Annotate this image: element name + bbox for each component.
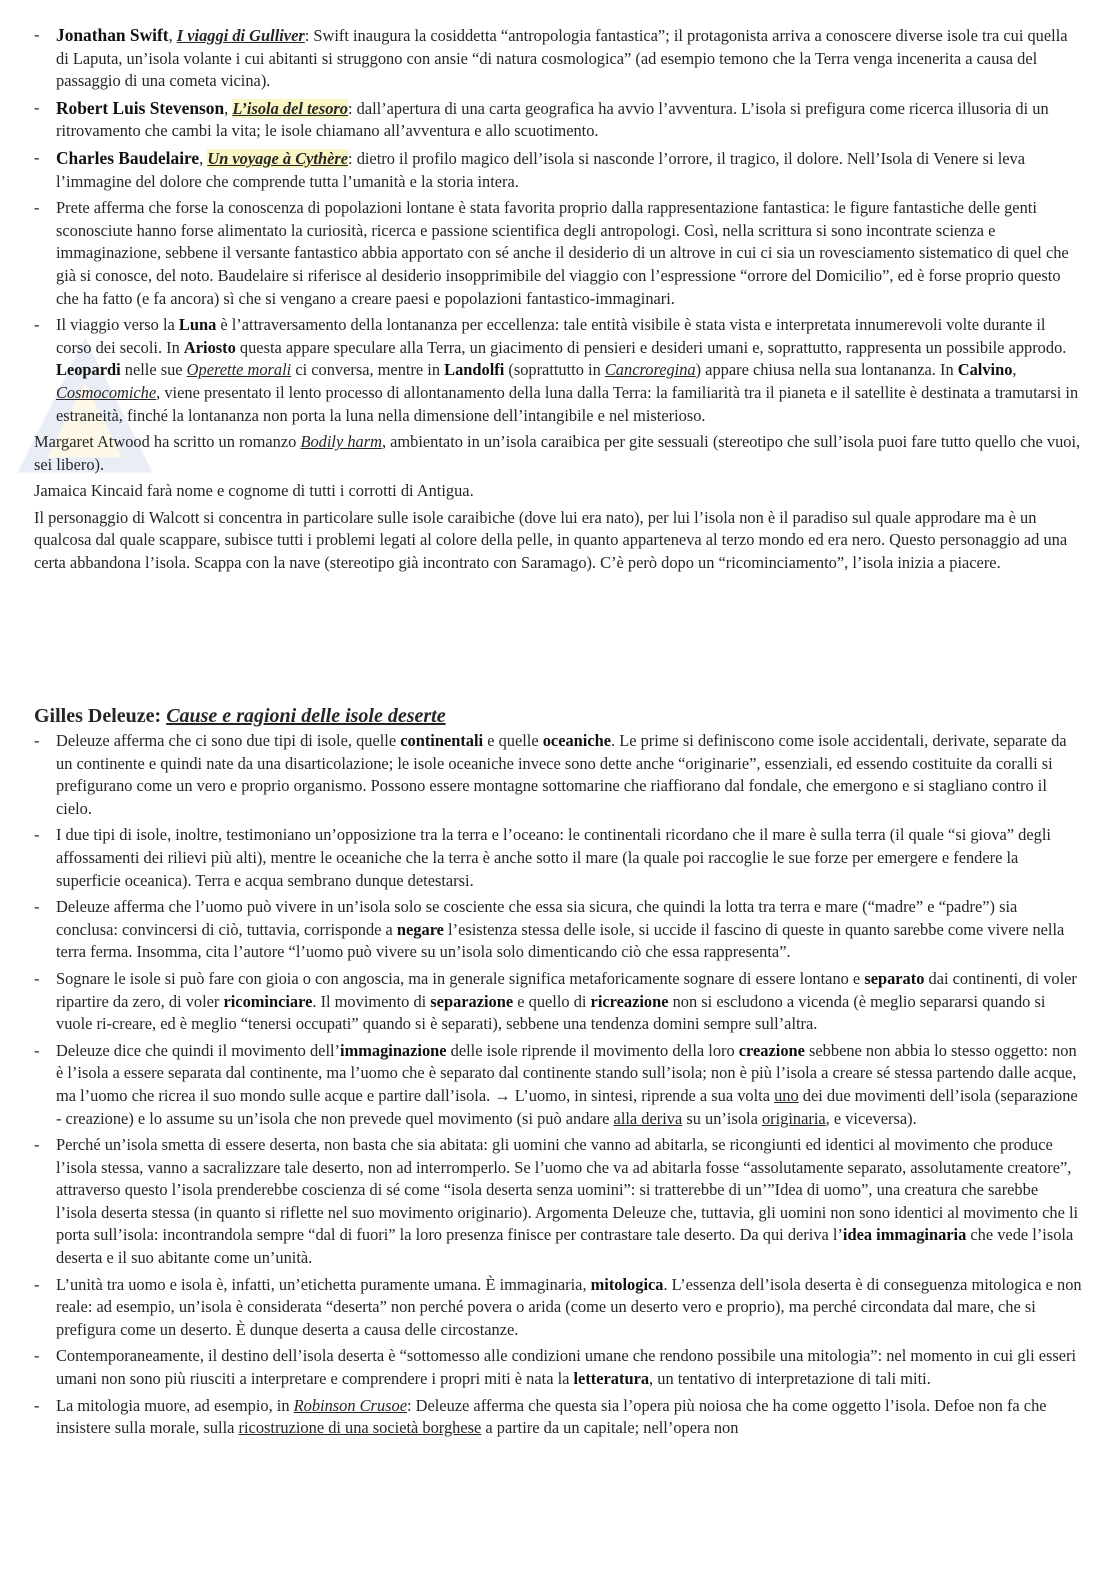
bold-term: negare xyxy=(396,919,444,939)
bold-term: Leopardi xyxy=(56,360,121,380)
bold-term: ricominciare xyxy=(223,991,313,1011)
text-run: è l’attraversamento della lontananza per eccellenza: tale entità visibile è stata vista e interpretata innumerevoli volte durante il corso dei secoli. In xyxy=(56,315,1046,357)
text-run: dai continenti, di voler ripartire da zero, di voler xyxy=(56,968,1077,1011)
separator: , xyxy=(224,98,233,118)
bold-term: mitologica xyxy=(590,1274,664,1294)
list-item-swift xyxy=(34,24,1082,93)
list-item xyxy=(34,1040,1082,1130)
bold-term: idea immaginaria xyxy=(842,1225,967,1245)
bold-term: separazione xyxy=(430,991,514,1011)
bold-term: Ariosto xyxy=(183,337,236,357)
text-run: a partire da un capitale; nell’opera non xyxy=(481,1418,739,1438)
author-name: Charles Baudelaire xyxy=(56,147,200,168)
paragraph-kincaid xyxy=(34,480,1082,503)
text-run: Deleuze dice che quindi il movimento dell’ xyxy=(56,1040,341,1060)
bold-term: continentali xyxy=(400,731,484,750)
work-title: Robinson Crusoe xyxy=(293,1395,407,1415)
text-run: , xyxy=(1012,360,1017,380)
list-item-luna xyxy=(34,314,1082,427)
text-run: l’esistenza stessa delle isole, si uccide il fascino di queste in quanto sarebbe come vivere nella terra ferma. Insomma, cita l’autore “l’uomo può vivere su un’isola solo dimenticando ciò che essa rappresenta”. xyxy=(56,919,1065,962)
text-run: : Deleuze afferma che questa sia l’opera più noiosa che ha come oggetto l’isola. Defoe non fa che insistere sulla morale, sulla xyxy=(56,1395,1047,1438)
text-run: Perché un’isola smetta di essere deserta, non basta che sia abitata: gli uomini che vanno ad abitarla, se ricongiunti ed identici al movimento che produce l’isola stessa, vanno a sacralizzare tale deserto, non ad interromperlo. Se l’uomo che va ad abitarla fosse “assolutamente separato, assolutamente creatore”, attraverso questo l’isola prenderebbe coscienza di sé come “isola deserta senza uomini”: si tratterebbe di un’”Idea di uomo”, una creatura che sarebbe l’isola deserta stessa (in quanto si riflette nel suo movimento originario). Argomenta Deleuze che, tuttavia, gli uomini non sono identici al movimento che li porta sull’isola: incontrandola sempre “dal di fuori” la loro presenza finisce per contrastare tale deserto. Da qui deriva l’ xyxy=(56,1135,1079,1245)
work-title: L’isola del tesoro xyxy=(232,98,348,118)
list-item xyxy=(34,1274,1082,1342)
work-title: Bodily harm xyxy=(300,432,382,452)
list-item xyxy=(34,896,1082,964)
list-item xyxy=(34,1134,1082,1270)
bold-term: ricreazione xyxy=(590,991,669,1011)
heading-title: Cause e ragioni delle isole deserte xyxy=(166,705,446,727)
list-item xyxy=(34,1345,1082,1390)
underlined-term: alla deriva xyxy=(613,1108,683,1128)
underlined-term: uno xyxy=(774,1085,799,1105)
separator: , xyxy=(199,148,208,168)
author-name: Jonathan Swift xyxy=(56,25,169,45)
text-run: . L’essenza dell’isola deserta è di conseguenza mitologica e non reale: ad esempio, un’isola è considerata “deserta” non perché povera o arida (come un deserto vero e proprio), ma perché circondata dal mare, che si prefigura come un deserto. È dunque deserta a causa delle circostanze. xyxy=(56,1274,1082,1339)
bold-term: letteratura xyxy=(573,1369,650,1389)
text-run: . Il movimento di xyxy=(312,991,431,1011)
section-deleuze xyxy=(34,704,1082,1444)
bold-term: Landolfi xyxy=(444,360,505,380)
list-item-baudelaire xyxy=(34,147,1082,193)
underlined-term: ricostruzione di una società borghese xyxy=(238,1418,482,1438)
section-literature-list xyxy=(34,24,1082,579)
list-item xyxy=(34,1395,1082,1440)
text-run: La mitologia muore, ad esempio, in xyxy=(56,1395,294,1415)
text-run: delle isole riprende il movimento della loro xyxy=(446,1040,739,1060)
work-title: Operette morali xyxy=(186,360,292,380)
heading-author: Gilles Deleuze: xyxy=(34,705,167,727)
text-run: che vede l’isola deserta e il suo abitante come un’unità. xyxy=(56,1225,1074,1268)
text-run: nelle sue xyxy=(120,360,187,380)
text-run: dei due movimenti dell’isola (separazione - creazione) e lo assume su un’isola che non prevede quel movimento (si può andare xyxy=(56,1085,1078,1128)
text-run: ci conversa, mentre in xyxy=(291,360,445,380)
text-run: Deleuze afferma che l’uomo può vivere in un’isola solo se cosciente che essa sia sicura, che quindi la lotta tra terra e mare (“madre” e “padre”) sia conclusa: convincersi di ciò, tuttavia, corrisponde a xyxy=(56,897,1018,939)
item-text: dall’apertura di una carta geografica ha avvio l’avventura. L’isola si prefigura come ricerca illusoria di un ritrovamento che cambi la vita; le isole chiamano all’avventura e allo scuotimento. xyxy=(56,98,1049,141)
text-run: Sognare le isole si può fare con gioia o con angoscia, ma in generale significa metaforicamente sognare di essere lontano e xyxy=(56,968,865,988)
text-run: Il personaggio di Walcott si concentra in particolare sulle isole caraibiche (dove lui era nato), per lui l’isola non è il paradiso sul quale approdare ma è un qualcosa dal quale scappare, subisce tutti i problemi legati al colore della pelle, in quanto apparteneva al terzo mondo ed era nero. Questo personaggio ad una certa abbandona l’isola. Scappa con la nave (stereotipo già incontrato con Saramago). C’è però dopo un “ricominciamento”, l’isola inizia a piacere. xyxy=(34,507,1068,573)
item-text: dietro il profilo magico dell’isola si nasconde l’orrore, il tragico, il dolore. Nell’Isola di Venere si leva l’immagine del dolore che comprende tutta l’umanità e la storia intera. xyxy=(56,148,1026,191)
bold-term: Calvino xyxy=(957,360,1013,380)
bold-term: oceaniche xyxy=(542,731,612,750)
text-run: questa appare speculare alla Terra, un giacimento di pensieri e desideri umani e, soprattutto, rappresenta un possibile approdo. xyxy=(235,337,1067,357)
text-run: sebbene non abbia lo stesso oggetto: non è l’isola a essere separata dal continente, ma l’uomo che è separato dal continente stando sull’isola; non è più l’isola a creare sé stessa partendo dalle acque, ma l’uomo che ricrea il suo mondo sulle acque e partire dall’isola. → L’uomo, in sintesi, riprende a sua volta xyxy=(56,1040,1077,1105)
text-run: . Le prime si definiscono come isole accidentali, derivate, separate da un continente e quindi nate da una disarticolazione; le isole oceaniche invece sono dette anche “originarie”, essenziali, ed essendo costituite da coralli si prefigurano come un vero e proprio organismo. Possono essere montagne sottomarine che riaffiorano dal fondale, che emergono e si stagliano contro il cielo. xyxy=(56,731,1067,818)
author-name: Robert Luis Stevenson xyxy=(56,97,225,118)
item-text: Swift inaugura la cosiddetta “antropologia fantastica”; il protagonista arriva a conoscere diverse isole tra cui quella di Laputa, un’isola volante i cui abitanti si struggono con ansie “di natura cosmologica” (ad esempio temono che la Terra venga incenerita a causa del passaggio di una cometa vicina). xyxy=(56,26,1068,91)
separator: : xyxy=(348,148,357,168)
section-heading xyxy=(34,704,1082,728)
list-item-stevenson xyxy=(34,97,1082,143)
bold-term: creazione xyxy=(738,1040,805,1060)
list-item xyxy=(34,968,1082,1036)
paragraph-walcott xyxy=(34,507,1082,575)
bold-term: separato xyxy=(864,968,925,988)
text-run: , viene presentato il lento processo di allontanamento della luna dalla Terra: la familiarità tra il pianeta e il satellite è destinata a tramutarsi in estraneità, finché la lontananza non porta la luna nella dimensione dell’intangibile e nel misterioso. xyxy=(56,382,1079,425)
text-run: L’unità tra uomo e isola è, infatti, un’etichetta puramente umana. È immaginaria, xyxy=(56,1274,591,1294)
work-title: Un voyage à Cythère xyxy=(207,148,349,168)
text-run: Deleuze afferma che ci sono due tipi di isole, quelle xyxy=(56,731,401,750)
separator: : xyxy=(304,26,314,45)
text-run: (soprattutto in xyxy=(504,360,605,380)
text-run: Margaret Atwood ha scritto un romanzo xyxy=(34,432,301,452)
separator: : xyxy=(347,98,357,118)
work-title: Cosmocomiche xyxy=(56,382,157,402)
text-run: Contemporaneamente, il destino dell’isola deserta è “sottomesso alle condizioni umane che rendono possibile una mitologia”: nel momento in cui gli esseri umani non sono più riusciti a interpretare e comprendere i propri miti è nata la xyxy=(56,1346,1077,1389)
separator: , xyxy=(168,26,177,45)
work-title: Cancroregina xyxy=(604,360,696,380)
underlined-term: originaria xyxy=(761,1108,826,1128)
text-run: Jamaica Kincaid farà nome e cognome di tutti i corrotti di Antigua. xyxy=(34,481,474,501)
list-item xyxy=(34,824,1082,892)
text-run: e quello di xyxy=(513,991,591,1011)
text-run: , un tentativo di interpretazione di tali miti. xyxy=(649,1369,931,1389)
text-run: , e viceversa). xyxy=(825,1108,917,1128)
item-text: Prete afferma che forse la conoscenza di popolazioni lontane è stata favorita proprio dalla rappresentazione fantastica: le figure fantastiche delle genti sconosciute hanno forse alimentato la curiosità, ricerca e passione scientifica degli antropologi. Così, nella scrittura si sono incontrate scienza e immaginazione, sebbene il versante fantastico abbia apportato con sé anche il desiderio di un altrove in cui ci sia un rovesciamento sistematico di quel che già si conosce, del noto. Baudelaire si riferisce al desiderio insopprimibile del viaggio con l’espressione “orrore del Domicilio”, ed è forse proprio questo che ha fatto (e fa ancora) sì che si vengano a creare paesi e popolazioni fantastico-immaginari. xyxy=(56,198,1069,308)
list-item xyxy=(34,730,1082,820)
work-title: I viaggi di Gulliver xyxy=(176,26,305,45)
text-run: non si escludono a vicenda (è meglio separarsi quando si vuole ri-creare, ed è meglio “tenersi occupati” quando si è separati), sebbene una tendenza domini sempre sull’altra. xyxy=(56,991,1046,1034)
list-item-prete xyxy=(34,197,1082,310)
text-run: ) appare chiusa nella sua lontananza. In xyxy=(695,360,958,380)
text-run: e quelle xyxy=(483,731,543,750)
text-run: su un’isola xyxy=(682,1108,762,1128)
text-run: I due tipi di isole, inoltre, testimoniano un’opposizione tra la terra e l’oceano: le continentali ricordano che il mare è sulla terra (il quale “si giova” degli affossamenti dei rilievi più alti), mentre le oceaniche che la terra è anche sotto il mare (la quale poi raccoglie le sue forze per emergere e fendere la superficie oceanica). Terra e acqua sembrano dunque detestarsi. xyxy=(56,825,1051,890)
paragraph-atwood xyxy=(34,431,1082,476)
text-run: , ambientato in un’isola caraibica per gite sessuali (stereotipo che sull’isola puoi fare tutto quello che vuoi, sei libero). xyxy=(34,432,1081,474)
text-run: Il viaggio verso la xyxy=(56,315,179,335)
bold-term: Luna xyxy=(178,315,217,335)
bold-term: immaginazione xyxy=(340,1040,447,1060)
